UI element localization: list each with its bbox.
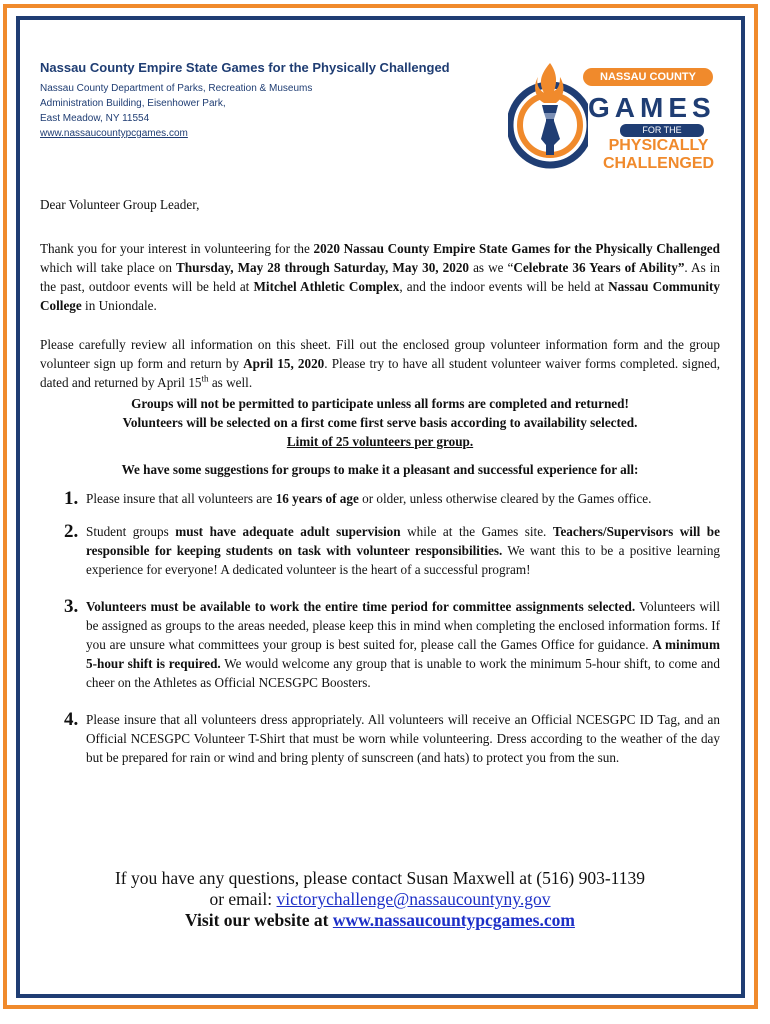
list-item <box>40 597 720 692</box>
item-number: 2. <box>64 521 79 542</box>
intro-paragraph <box>40 239 720 315</box>
notice-selection: Volunteers will be selected on a first come first serve basis according to availability selected. <box>122 415 638 430</box>
contact-phone-line: If you have any questions, please contact Susan Maxwell at (516) 903-1139 <box>114 868 646 888</box>
logo-physically-challenged <box>596 137 721 173</box>
item-number: 1. <box>64 488 79 509</box>
contact-section <box>40 868 720 931</box>
item-text: Please insure that all volunteers dress appropriately. All volunteers will receive an Official NCESGPC ID Tag, and an Official NCESGPC Volunteer T-Shirt that must be worn while volunteering. Dress according to the weather of the day but be prepared for rain or wind and bring plenty of sunscreen (and hats) to protect you from the sun. <box>86 712 720 765</box>
organization-title: Nassau County Empire State Games for the Physically Challenged <box>40 60 450 75</box>
notice-limit: Limit of 25 volunteers per group. <box>286 434 474 449</box>
age-requirement: 16 years of age <box>275 491 359 506</box>
indoor-venue: Nassau Community College <box>40 279 720 313</box>
organization-header <box>40 60 500 141</box>
text: Please insure that all volunteers are <box>86 491 276 506</box>
text: We would welcome any group that is unable to work the minimum 5-hour shift, to come and cheer on the Athletes as Official NCESGPC Boosters. <box>86 656 720 690</box>
address-line: Nassau County Department of Parks, Recreation & Museums <box>40 83 313 94</box>
list-item <box>40 489 720 508</box>
item-text <box>86 489 720 508</box>
text: We want this to be a positive learning experience for everyone! A dedicated volunteer is the heart of a successful program! <box>86 543 721 577</box>
logo-for-the-text: FOR THE <box>620 124 704 137</box>
deadline-date: April 15, 2020 <box>243 356 325 371</box>
logo-physically-text: PHYSICALLY <box>608 137 709 154</box>
ordinal-suffix: th <box>201 373 209 384</box>
text: or older, unless otherwise cleared by the Games office. <box>358 491 652 506</box>
text: in Uniondale. <box>81 298 157 313</box>
item-number: 3. <box>64 596 79 617</box>
text: while at the Games site. <box>400 524 553 539</box>
text: as well. <box>208 375 253 390</box>
text: , and the indoor events will be held at <box>399 279 609 294</box>
greeting: Dear Volunteer Group Leader, <box>40 197 200 212</box>
text: which will take place on <box>40 260 176 275</box>
availability-requirement: Volunteers must be available to work the entire time period for committee assignments selected. <box>86 599 636 614</box>
list-item <box>40 522 720 579</box>
supervision-requirement: must have adequate adult supervision <box>175 524 401 539</box>
text: . As in the past, outdoor events will be held at <box>40 260 721 294</box>
website-link[interactable]: www.nassaucountypcgames.com <box>332 910 575 930</box>
header-website-link[interactable]: www.nassaucountypcgames.com <box>40 128 188 139</box>
email-link[interactable]: victorychallenge@nassaucountyny.gov <box>276 889 551 909</box>
address-line: Administration Building, Eisenhower Park, <box>40 98 226 109</box>
text: Student groups <box>86 524 176 539</box>
event-dates: Thursday, May 28 through Saturday, May 30, 2020 <box>175 260 470 275</box>
contact-website-line <box>40 910 720 931</box>
text: Please carefully review all information on this sheet. Fill out the enclosed group volunteer information form and the group volunteer sign up form and return by <box>40 337 720 371</box>
address-line: East Meadow, NY 11554 <box>40 113 150 124</box>
instructions-paragraph <box>40 335 720 392</box>
logo-badge: NASSAU COUNTY <box>583 68 713 86</box>
item-text <box>86 597 720 692</box>
supervisor-responsibility: Teachers/Supervisors will be responsible for keeping students on task with volunteer responsibilities. <box>86 524 720 558</box>
notice-forms: Groups will not be permitted to participate unless all forms are completed and returned! <box>131 396 629 411</box>
text: as we “ <box>469 260 514 275</box>
text: Thank you for your interest in volunteering for the <box>40 241 314 256</box>
text: or email: <box>209 889 277 909</box>
shift-requirement: A minimum 5-hour shift is required. <box>86 637 721 671</box>
contact-email-line <box>40 889 720 910</box>
letter-body <box>40 195 720 781</box>
logo-games-text: GAMES <box>588 92 716 123</box>
event-name: 2020 Nassau County Empire State Games for the Physically Challenged <box>313 241 720 256</box>
item-number: 4. <box>64 709 79 730</box>
suggestions-heading: We have some suggestions for groups to make it a pleasant and successful experience for all: <box>121 462 639 477</box>
text: Volunteers will be assigned as groups to the areas needed, please keep this in mind when completing the enclosed information forms. If you are unsure what committees your group is best suited for, please call the Games Office for guidance. <box>86 599 720 652</box>
item-text <box>86 522 720 579</box>
text: . Please try to have all student volunteer waiver forms completed. signed, dated and returned by April 15 <box>40 356 721 390</box>
outdoor-venue: Mitchel Athletic Complex <box>253 279 400 294</box>
event-theme: Celebrate 36 Years of Ability” <box>513 260 685 275</box>
text: Visit our website at <box>185 910 333 930</box>
list-item <box>40 710 720 767</box>
games-logo <box>508 55 723 190</box>
logo-challenged-text: CHALLENGED <box>602 155 715 172</box>
torch-icon <box>508 55 588 190</box>
